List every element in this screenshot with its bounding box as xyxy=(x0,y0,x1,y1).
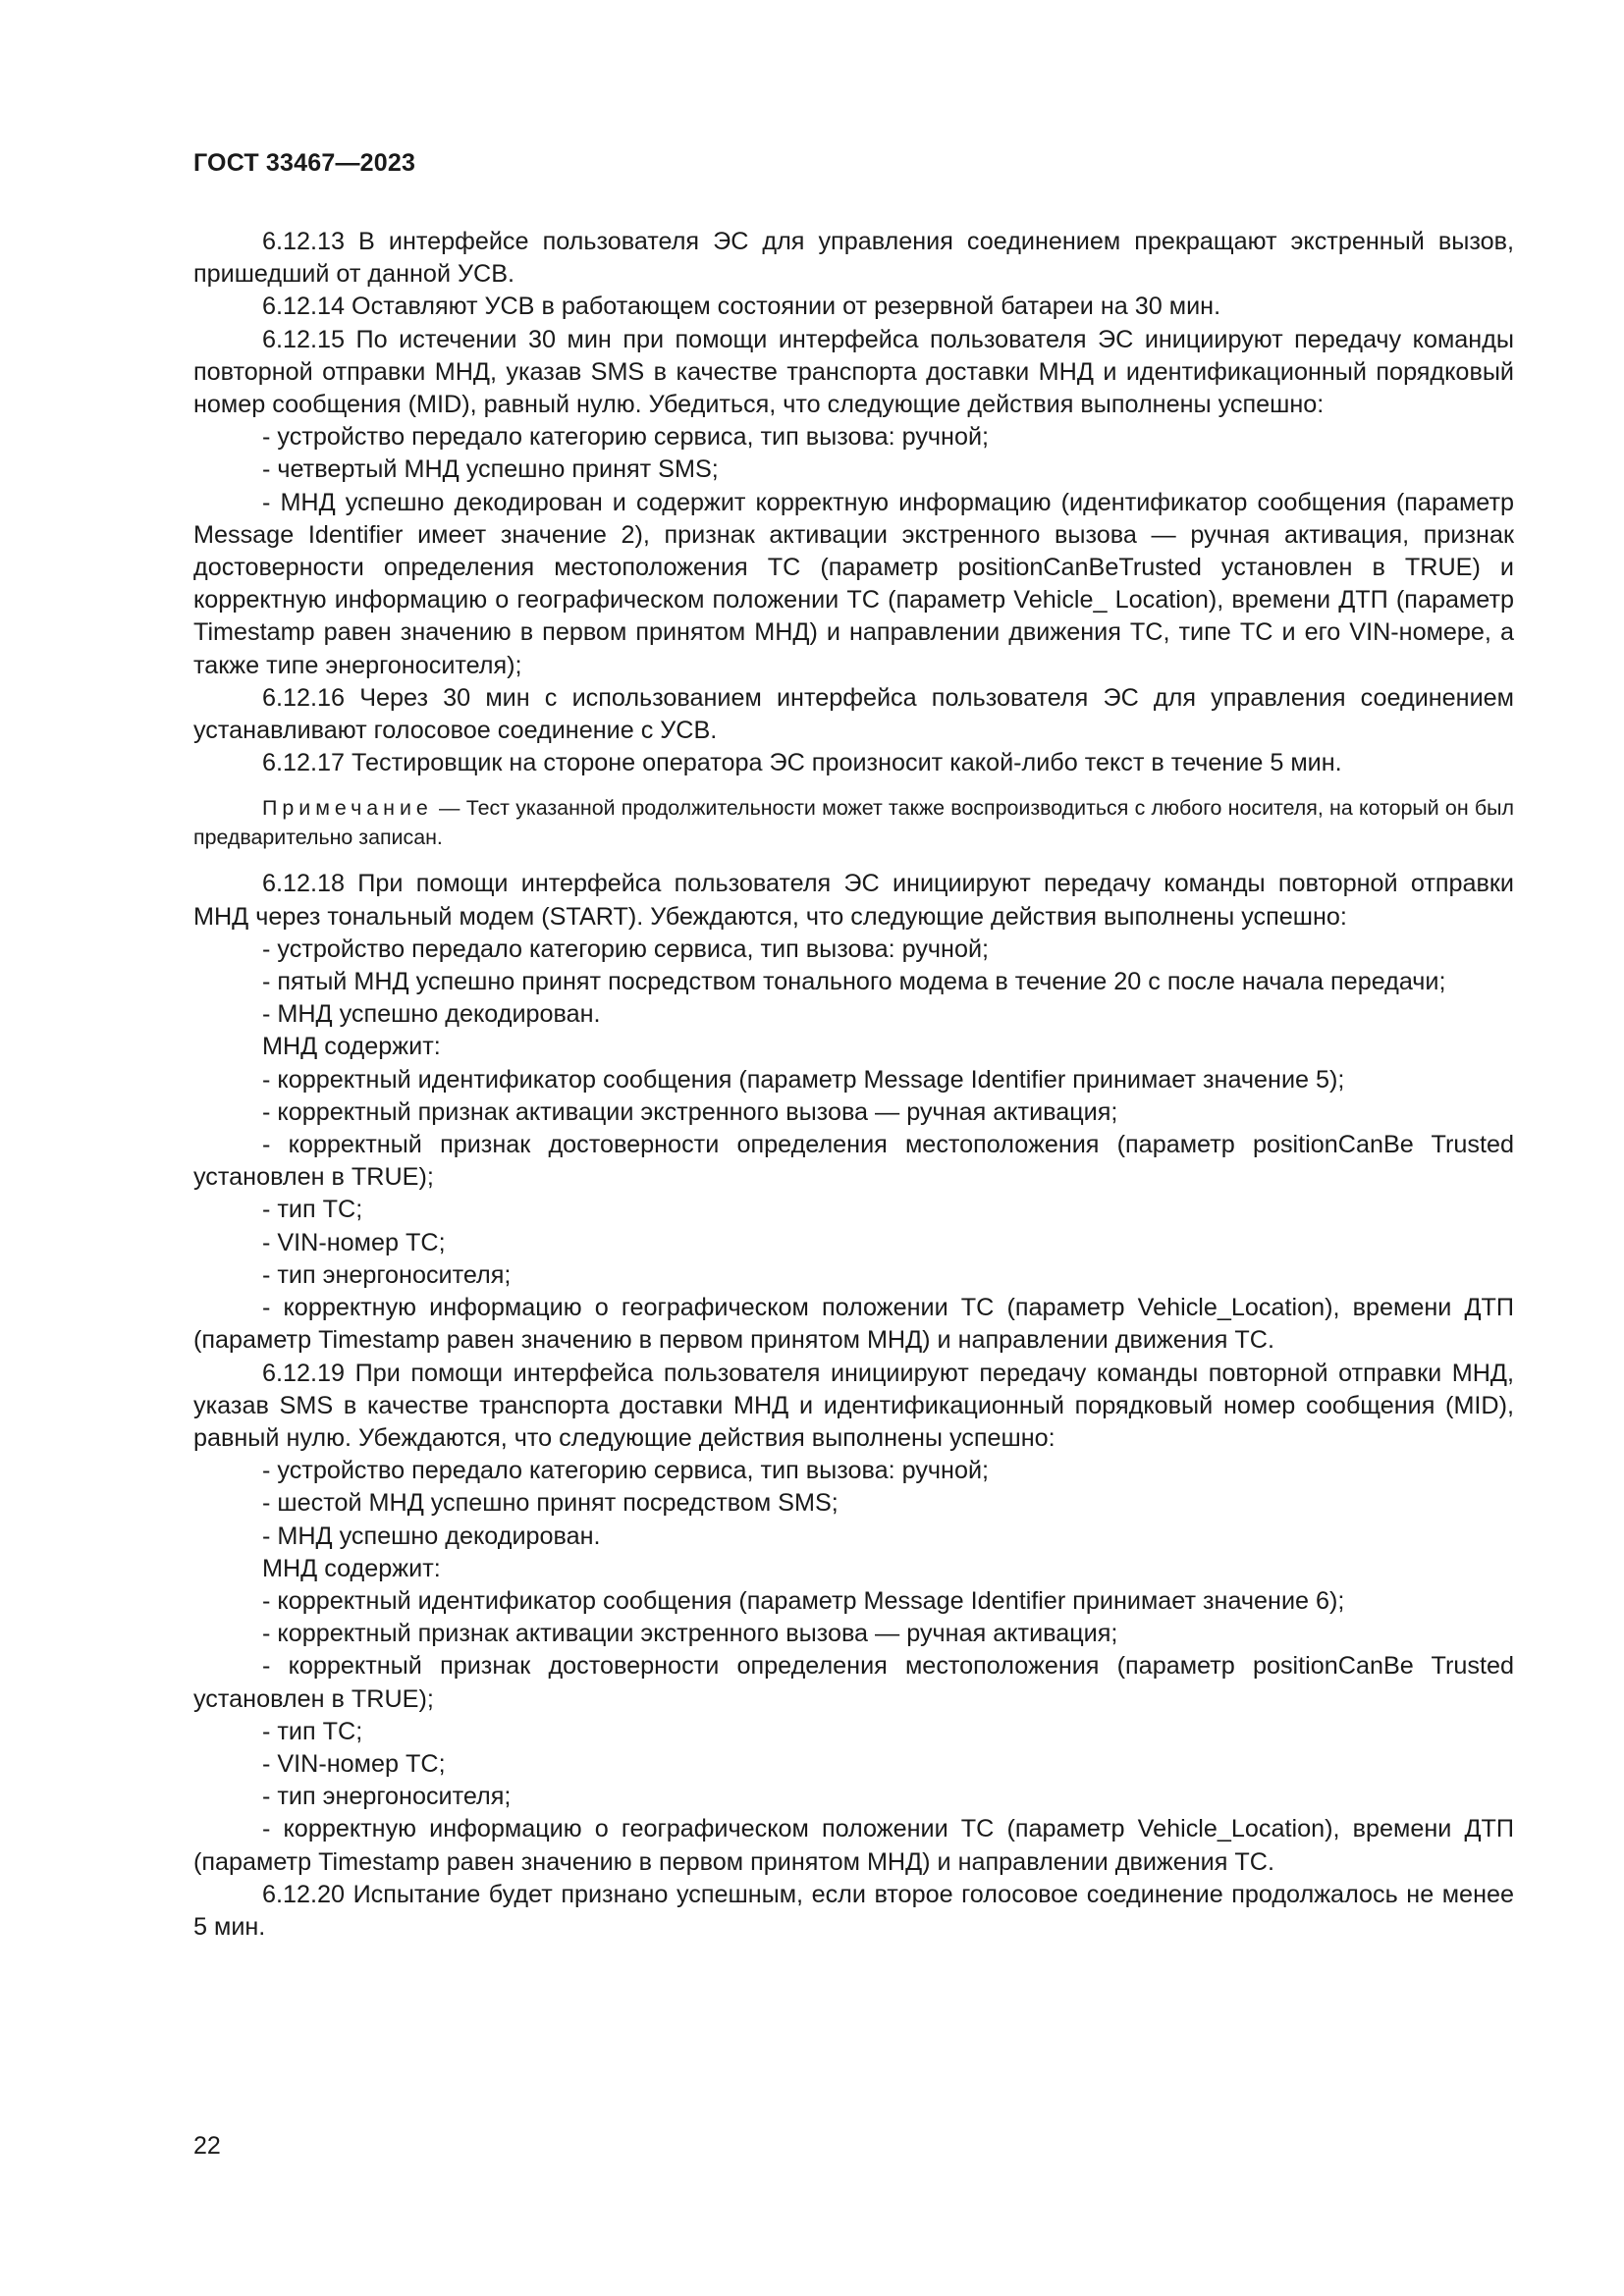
list-item: - устройство передало категорию сервиса, тип вызова: ручной; xyxy=(262,1457,990,1485)
list-item: - корректную информацию о географическом положении ТС (параметр Vehicle_Location), времени ДТП (параметр Timestamp равен значению в первом принятом МНД) и направлении движения ТС. xyxy=(193,1294,1514,1355)
list-item: - корректный признак активации экстренного вызова — ручная активация; xyxy=(262,1097,1118,1126)
list-item: - устройство передало категорию сервиса, тип вызова: ручной; xyxy=(262,423,990,452)
list-item: - тип энергоносителя; xyxy=(262,1783,512,1811)
list-item: - четвертый МНД успешно принят SMS; xyxy=(262,455,719,484)
paragraph-6-12-14: 6.12.14 Оставляют УСВ в работающем состоянии от резервной батареи на 30 мин. xyxy=(262,293,1221,321)
list-item: - тип ТС; xyxy=(262,1717,363,1745)
paragraph-6-12-19: 6.12.19 При помощи интерфейса пользователя инициируют передачу команды повторной отправки МНД, указав SMS в качестве транспорта доставки МНД и идентификационный порядковый номер сообщения (MID), равный нулю. Убеждаются, что следующие действия выполнены успешно: xyxy=(193,1359,1514,1452)
list-item: - корректную информацию о географическом положении ТС (параметр Vehicle_Location), времени ДТП (параметр Timestamp равен значению в первом принятом МНД) и направлении движения ТС. xyxy=(193,1815,1514,1876)
list-item: - VIN-номер ТС; xyxy=(262,1749,446,1778)
list-item: - тип ТС; xyxy=(262,1196,363,1224)
paragraph-6-12-18: 6.12.18 При помощи интерфейса пользователя ЭС инициируют передачу команды повторной отправки МНД через тональный модем (START). Убеждаются, что следующие действия выполнены успешно: xyxy=(193,870,1514,931)
list-item: - корректный идентификатор сообщения (параметр Message Identifier принимает значение 6); xyxy=(262,1586,1345,1615)
document-body xyxy=(193,226,1514,1944)
list-heading: МНД содержит: xyxy=(262,1033,441,1061)
list-item: - корректный признак достоверности определения местоположения (параметр positionCanBe Trusted установлен в TRUE); xyxy=(193,1652,1514,1713)
note-label: Примечание xyxy=(262,796,433,821)
list-item: - МНД успешно декодирован и содержит корректную информацию (идентификатор сообщения (параметр Message Identifier имеет значение 2), признак активации экстренного вызова — ручная активация, признак достоверности определения местоположения ТС (параметр positionCanBeTrusted установлен в TRUE) и корректную информацию о географическом положении ТС (параметр Vehicle_ Location), времени ДТП (параметр Timestamp равен значению в первом принятом МНД) и направлении движения ТС, типе ТС и его VIN-номере, а также типе энергоносителя); xyxy=(193,488,1514,679)
page-number: 22 xyxy=(193,2132,221,2160)
list-heading: МНД содержит: xyxy=(262,1554,441,1582)
note-text: — Тест указанной продолжительности может также воспроизводиться с любого носителя, на который он был предварительно записан. xyxy=(193,796,1514,850)
list-item: - VIN-номер ТС; xyxy=(262,1228,446,1256)
paragraph-6-12-16: 6.12.16 Через 30 мин с использованием интерфейса пользователя ЭС для управления соединением устанавливают голосовое соединение с УСВ. xyxy=(193,683,1514,745)
list-item: - МНД успешно декодирован. xyxy=(262,1522,601,1550)
list-item: - корректный идентификатор сообщения (параметр Message Identifier принимает значение 5); xyxy=(262,1065,1345,1094)
paragraph-6-12-15: 6.12.15 По истечении 30 мин при помощи интерфейса пользователя ЭС инициируют передачу команды повторной отправки МНД, указав SMS в качестве транспорта доставки МНД и идентификационный порядковый номер сообщения (MID), равный нулю. Убедиться, что следующие действия выполнены успешно: xyxy=(193,325,1514,419)
list-item: - корректный признак достоверности определения местоположения (параметр positionCanBe Trusted установлен в TRUE); xyxy=(193,1131,1514,1192)
list-item: - корректный признак активации экстренного вызова — ручная активация; xyxy=(262,1620,1118,1648)
paragraph-6-12-17: 6.12.17 Тестировщик на стороне оператора ЭС произносит какой-либо текст в течение 5 мин. xyxy=(262,749,1342,777)
list-item: - тип энергоносителя; xyxy=(262,1260,512,1289)
paragraph-6-12-13: 6.12.13 В интерфейсе пользователя ЭС для управления соединением прекращают экстренный вызов, пришедший от данной УСВ. xyxy=(193,228,1514,289)
list-item: - устройство передало категорию сервиса, тип вызова: ручной; xyxy=(262,934,990,963)
standard-header: ГОСТ 33467—2023 xyxy=(193,149,416,177)
list-item: - шестой МНД успешно принят посредством SMS; xyxy=(262,1489,839,1518)
list-item: - МНД успешно декодирован. xyxy=(262,1000,601,1029)
note xyxy=(193,793,1514,852)
list-item: - пятый МНД успешно принят посредством тонального модема в течение 20 с после начала передачи; xyxy=(262,968,1446,996)
paragraph-6-12-20: 6.12.20 Испытание будет признано успешным, если второе голосовое соединение продолжалось не менее 5 мин. xyxy=(193,1880,1514,1941)
